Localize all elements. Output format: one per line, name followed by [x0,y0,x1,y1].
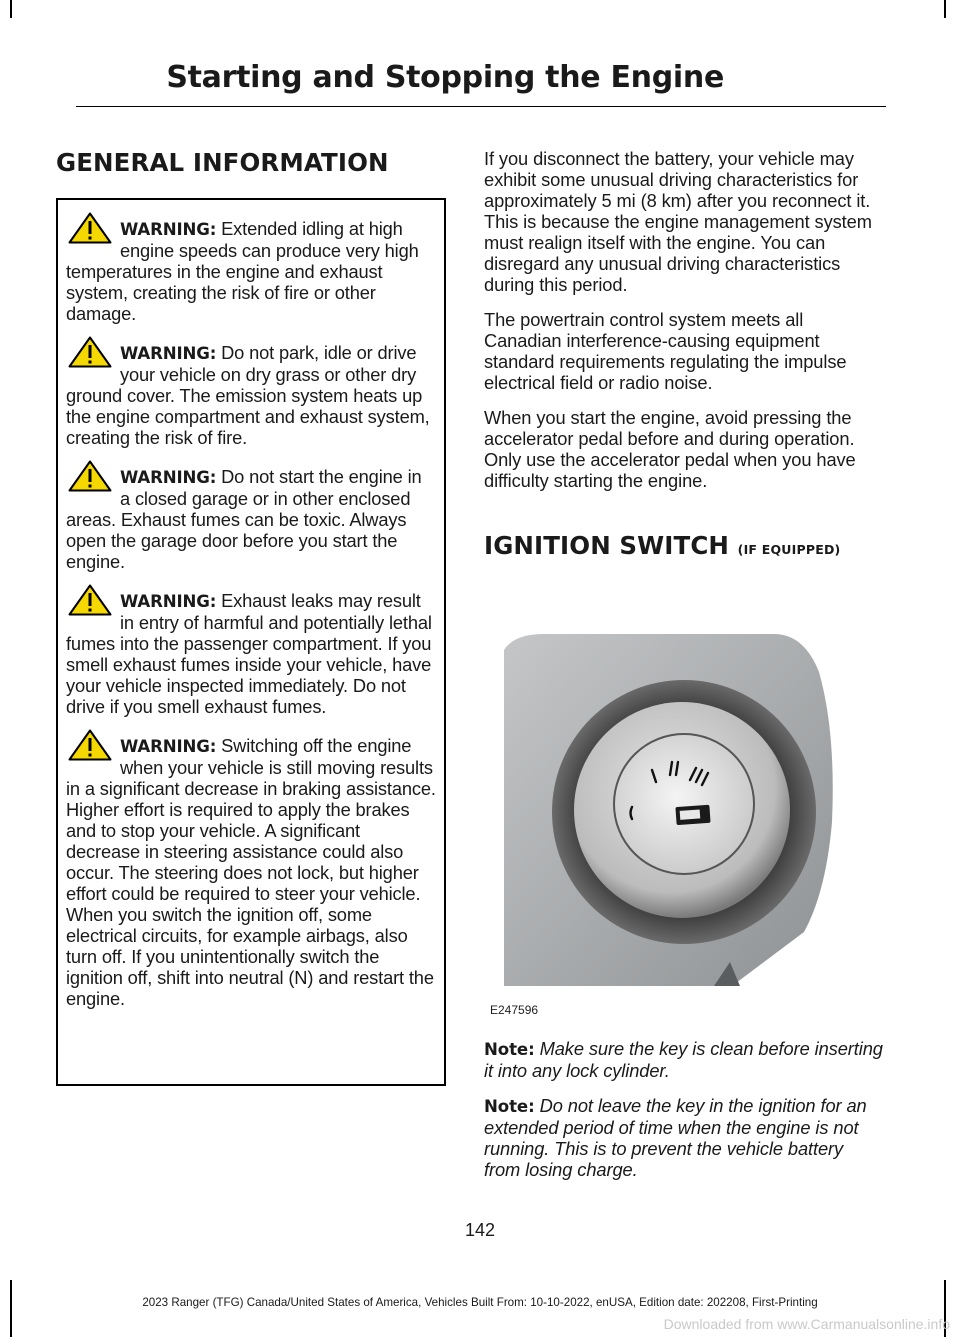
key-slot [675,805,710,825]
page-header [76,60,886,108]
warning-box [56,198,446,1086]
warning-item [66,590,436,717]
body-paragraph: When you start the engine, avoid pressing the accelerator pedal before and during operation. Only use the accelerator pedal when you have difficulty starting the engine. [484,407,856,491]
warning-item [66,218,436,324]
lock-cylinder-face [614,734,754,874]
note-paragraph [484,1038,884,1081]
warning-label: WARNING: [120,737,217,756]
section-heading-ignition-switch [484,531,884,565]
warning-text: Extended idling at high engine speeds can produce very high temperatures in the engine and exhaust system, creating the risk of fire or other damage. [66,218,419,324]
body-paragraph: If you disconnect the battery, your vehicle may exhibit some unusual driving characteristics for approximately 5 mi (8 km) after you reconnect it. This is because the engine management system must realign itself with the engine. You can disregard any unusual driving characteristics during this period. [484,148,872,295]
warning-triangle-icon [68,336,112,368]
crop-mark-top-left [10,0,12,18]
warning-item [66,466,436,572]
warning-triangle-icon [68,460,112,492]
warning-text: Switching off the engine when your vehicle is still moving results in a significant decrease in braking assistance. Higher effort is required to apply the brakes and to stop your vehicle. A significant decrease in steering assistance could also occur. The steering does not lock, but higher effort could be required to steer your vehicle. When you switch the ignition off, some electrical circuits, for example airbags, also turn off. If you unintentionally switch the ignition off, shift into neutral (N) and restart the engine. [66,735,436,1009]
warning-triangle-icon [68,729,112,761]
note-text: Make sure the key is clean before inserting it into any lock cylinder. [484,1038,883,1081]
section-heading-general-information: GENERAL INFORMATION [56,148,389,177]
warning-label: WARNING: [120,468,217,487]
page-title: Starting and Stopping the Engine [166,60,724,95]
warning-text: Do not start the engine in a closed garage or in other enclosed areas. Exhaust fumes can be toxic. Always open the garage door before you start the engine. [66,466,422,572]
footer-text: 2023 Ranger (TFG) Canada/United States of America, Vehicles Built From: 10-10-2022, enUSA, Edition date: 202208, First-Printing [142,1296,818,1309]
header-rule [76,106,886,107]
warning-triangle-icon [68,584,112,616]
warning-text: Do not park, idle or drive your vehicle on dry grass or other dry ground cover. The emission system heats up the engine compartment and exhaust system, creating the risk of fire. [66,342,430,448]
body-paragraph: The powertrain control system meets all Canadian interference-causing equipment standard requirements regulating the impulse electrical field or radio noise. [484,309,847,393]
warning-item [66,342,436,448]
section-heading-text: IGNITION SWITCH [484,531,730,560]
watermark: Downloaded from www.Carmanualsonline.info [663,1316,950,1332]
page-number: 142 [464,1220,496,1240]
note-text: Do not leave the key in the ignition for an extended period of time when the engine is not running. This is to prevent the vehicle battery from losing charge. [484,1095,867,1180]
warning-label: WARNING: [120,592,217,611]
crop-mark-top-right [944,0,946,18]
ignition-switch-illustration [504,632,836,988]
note-label: Note: [484,1040,535,1059]
left-column [56,148,446,1009]
notes [484,1038,884,1194]
figure-code: E247596 [490,1003,539,1017]
warning-text: Exhaust leaks may result in entry of harmful and potentially lethal fumes into the passenger compartment. If you smell exhaust fumes inside your vehicle, have your vehicle inspected immediately. Do not drive if you smell exhaust fumes. [66,590,432,717]
section-heading-suffix: (IF EQUIPPED) [737,542,841,557]
right-column [484,148,884,565]
warning-label: WARNING: [120,220,217,239]
warning-triangle-icon [68,212,112,244]
note-paragraph [484,1095,884,1180]
note-label: Note: [484,1097,535,1116]
warning-label: WARNING: [120,344,217,363]
warning-item [66,735,436,1009]
